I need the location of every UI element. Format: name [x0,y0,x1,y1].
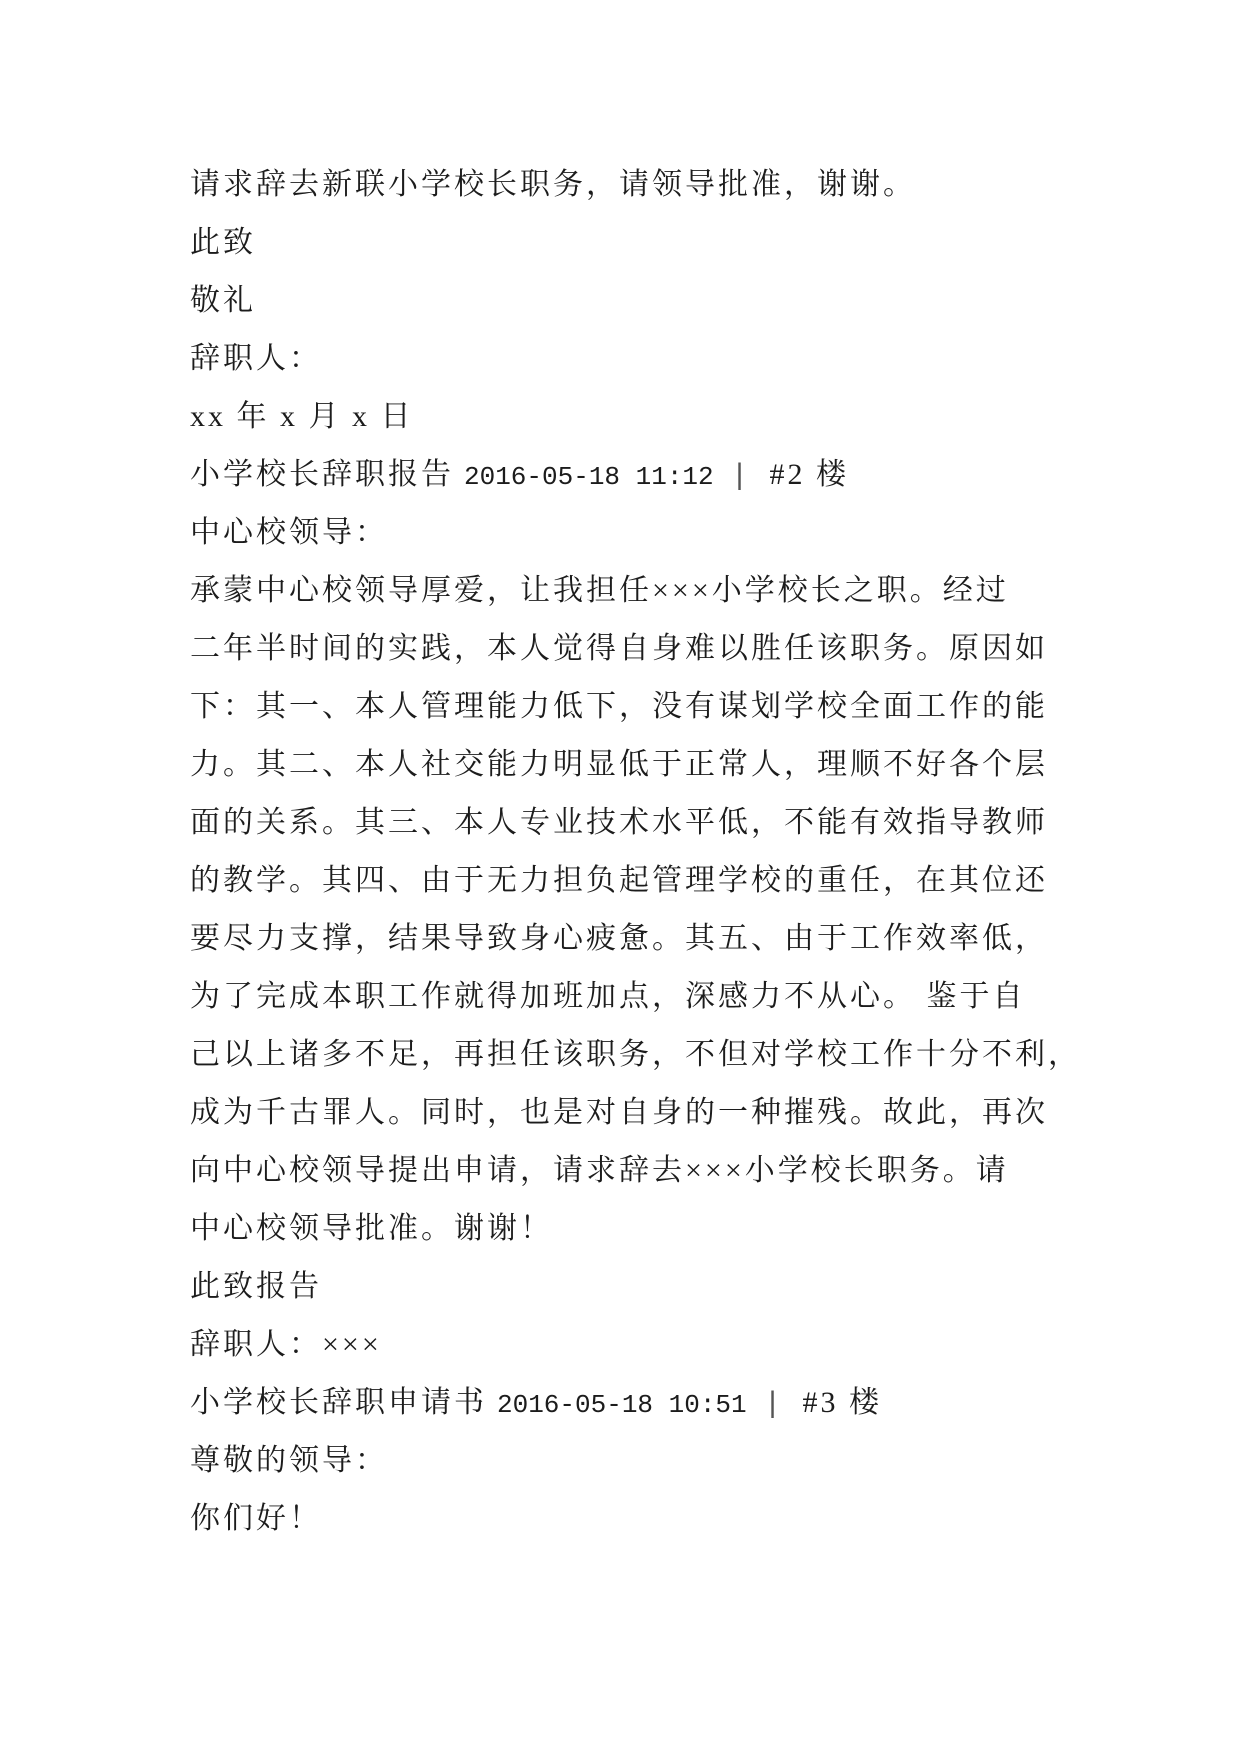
post-greeting: 你们好！ [190,1502,322,1535]
post-salutation: 中心校领导： [190,516,388,549]
body-line: 二年半时间的实践，本人觉得自身难以胜任该职务。原因如 [190,632,1048,665]
letter-body: 请求辞去新联小学校长职务，请领导批准，谢谢。 [190,168,916,201]
letter-date: xx 年 x 月 x 日 [190,400,414,433]
body-line: 为了完成本职工作就得加班加点，深感力不从心。 鉴于自 [190,980,1026,1013]
post-title: 小学校长辞职申请书 [190,1386,487,1419]
post-floor: #2 楼 [769,458,849,491]
letter-closing-2: 敬礼 [190,284,256,317]
body-line: 下：其一、本人管理能力低下，没有谋划学校全面工作的能 [190,690,1048,723]
post-separator: | [735,458,744,491]
body-line: 要尽力支撑，结果导致身心疲惫。其五、由于工作效率低， [190,922,1048,955]
post-header-2 [190,446,1190,504]
post-closing: 此致报告 [190,1270,322,1303]
post-title: 小学校长辞职报告 [190,458,454,491]
body-line: 面的关系。其三、本人专业技术水平低，不能有效指导教师 [190,806,1048,839]
post-body [190,562,1190,1258]
body-line: 向中心校领导提出申请，请求辞去×××小学校长职务。请 [190,1154,1009,1187]
body-line: 己以上诸多不足，再担任该职务，不但对学校工作十分不利， [190,1038,1081,1071]
letter-closing-1: 此致 [190,226,256,259]
body-line: 承蒙中心校领导厚爱，让我担任×××小学校长之职。经过 [190,574,1009,607]
post-datetime: 2016-05-18 11:12 [464,462,714,492]
body-line: 力。其二、本人社交能力明显低于正常人，理顺不好各个层 [190,748,1048,781]
body-line: 成为千古罪人。同时，也是对自身的一种摧残。故此，再次 [190,1096,1048,1129]
post-signature: 辞职人：××× [190,1328,382,1361]
post-datetime: 2016-05-18 10:51 [497,1390,747,1420]
body-line: 中心校领导批准。谢谢！ [190,1212,553,1245]
document-page [190,156,1190,1548]
post-salutation: 尊敬的领导： [190,1444,388,1477]
post-header-3 [190,1374,1190,1432]
post-floor: #3 楼 [802,1386,882,1419]
letter-signature: 辞职人： [190,342,322,375]
post-separator: | [768,1386,777,1419]
body-line: 的教学。其四、由于无力担负起管理学校的重任，在其位还 [190,864,1048,897]
